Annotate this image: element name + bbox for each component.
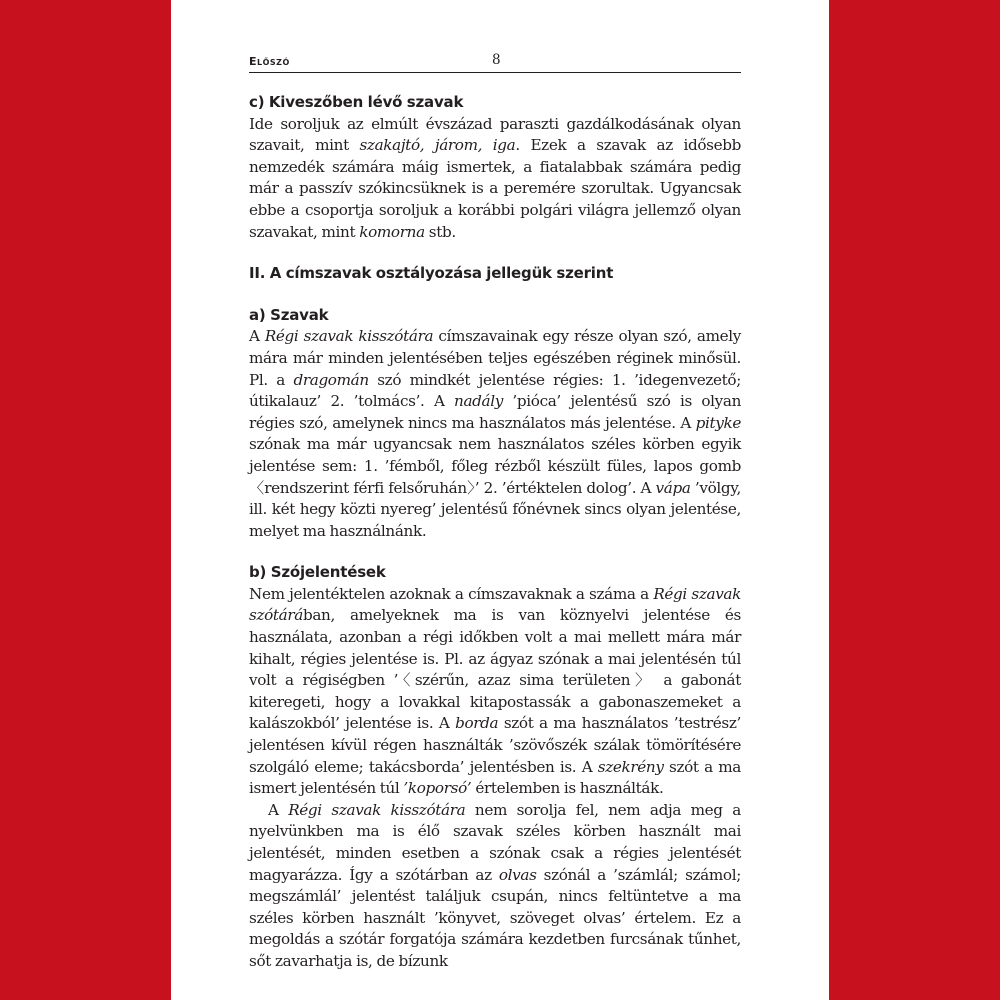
text-run: ’pióca’ jelentésű szó is olyan régies szó, amelynek nincs ma használatos más jelentése. A bbox=[249, 392, 742, 432]
text-run: . Ezek a szavak az idősebb nemzedék számára máig ismertek, a fiatalabbak számára pedig már a passzív szókincsüknek is a peremére szorultak. Ugyancsak ebbe a csoportja soroljuk a korábbi polgári világra jellemző olyan szavakat, mint bbox=[249, 136, 741, 241]
text-run: ban, amelyeknek ma is van köznyelvi jelentése és használata, azonban a régi időkben volt a mai mellett mára már kihalt, régies jelentése is. Pl. az ágyaz szónak a mai jelentésén túl volt a régiségben ’〈szérűn, azaz sima területen〉 a gabonát kiteregeti, hogy a lovakkal kitapostassák a gabonaszemeket a kalászokból’ jelentése is. A bbox=[249, 606, 741, 733]
running-head bbox=[249, 50, 741, 73]
text-run: szónál a ’számlál; számol; megszámlál’ jelentést találjuk csupán, nincs feltüntetve a ma széles körben használt ’könyvet, szöveget olvas’ értelem. Ez a megoldás a szótár forgatója számára kezdetben furcsának tűnhet, sőt zavarhatja is, de bízunk bbox=[249, 865, 741, 970]
section-ii-heading: II. A címszavak osztályozása jellegük szerint bbox=[249, 264, 614, 283]
spacer bbox=[249, 243, 741, 263]
text-run: nem sorolja fel, nem adja meg a nyelvünkben ma is élő szavak széles körben használt mai jelentését, minden esetben a szónak csak a régies jelentését magyarázza. Így a szótárban az bbox=[249, 800, 741, 884]
section-a-heading: a) Szavak bbox=[249, 305, 329, 324]
text-run: szót a ma használatos ’testrész’ jelentésen kívül régen használták ’szövőszék szálak tömörítésére szolgáló eleme; takácsborda’ jelentésben is. A bbox=[249, 714, 741, 776]
section-a-paragraph bbox=[249, 326, 741, 542]
text-run: szót a ma ismert jelentésén túl bbox=[249, 757, 741, 798]
italic-term: Régi szavak kisszótára bbox=[288, 800, 466, 819]
text-run: szónak ma már ugyancsak nem használatos széles körben egyik jelentése sem: 1. ’fémből, főleg rézből készült füles, lapos gomb 〈rendszerint férfi felsőruhán〉’ 2. ’értéktelen dolog’. A bbox=[249, 435, 741, 497]
italic-term: szekrény bbox=[597, 757, 664, 776]
text-run: Nem jelentéktelen azoknak a címszavaknak a száma a bbox=[249, 584, 654, 603]
text-run: ’völgy, ill. két hegy közti nyereg’ jelentésű főnévnek sincs olyan jelentése, melyet ma használnánk. bbox=[249, 478, 741, 540]
text-run: szó mindkét jelentése régies: 1. ’idegenvezető; útikalauz’ 2. ’tolmács’. A bbox=[249, 370, 741, 411]
italic-term: olvas bbox=[498, 865, 537, 884]
page-number: 8 bbox=[492, 52, 501, 68]
text-run: értelemben is használták. bbox=[471, 779, 664, 798]
running-head-section: Előszó bbox=[249, 55, 290, 68]
section-b-paragraph-1 bbox=[249, 584, 741, 800]
italic-term: szakajtó, járom, iga bbox=[359, 136, 516, 155]
italic-term: dragomán bbox=[293, 370, 369, 389]
italic-term: Régi szavak kisszótára bbox=[264, 327, 434, 346]
section-b-paragraph-2 bbox=[249, 800, 741, 973]
text-run: Ide soroljuk az elmúlt évszázad paraszti gazdálkodásának olyan szavait, mint bbox=[249, 114, 741, 155]
section-c-heading: c) Kiveszőben lévő szavak bbox=[249, 93, 464, 111]
book-page bbox=[171, 0, 829, 1000]
italic-term: ’koporsó’ bbox=[403, 779, 472, 798]
text-run: címszavainak egy része olyan szó, amely mára már minden jelentésében teljes egészében réginek minősül. Pl. a bbox=[249, 327, 741, 389]
spacer bbox=[249, 285, 741, 305]
italic-term: komorna bbox=[359, 222, 425, 241]
text-run: stb. bbox=[424, 222, 456, 241]
page-content bbox=[249, 50, 741, 973]
italic-term: borda bbox=[455, 714, 499, 733]
text-run: A bbox=[249, 327, 265, 346]
spacer bbox=[249, 542, 741, 562]
italic-term: Régi szavak szótárá bbox=[249, 584, 741, 625]
section-b-heading: b) Szójelentések bbox=[249, 563, 386, 582]
italic-term: pityke bbox=[695, 413, 741, 432]
section-c-paragraph bbox=[249, 114, 741, 244]
italic-term: nadály bbox=[454, 392, 503, 411]
text-run: A bbox=[268, 800, 289, 819]
italic-term: vápa bbox=[655, 478, 691, 497]
